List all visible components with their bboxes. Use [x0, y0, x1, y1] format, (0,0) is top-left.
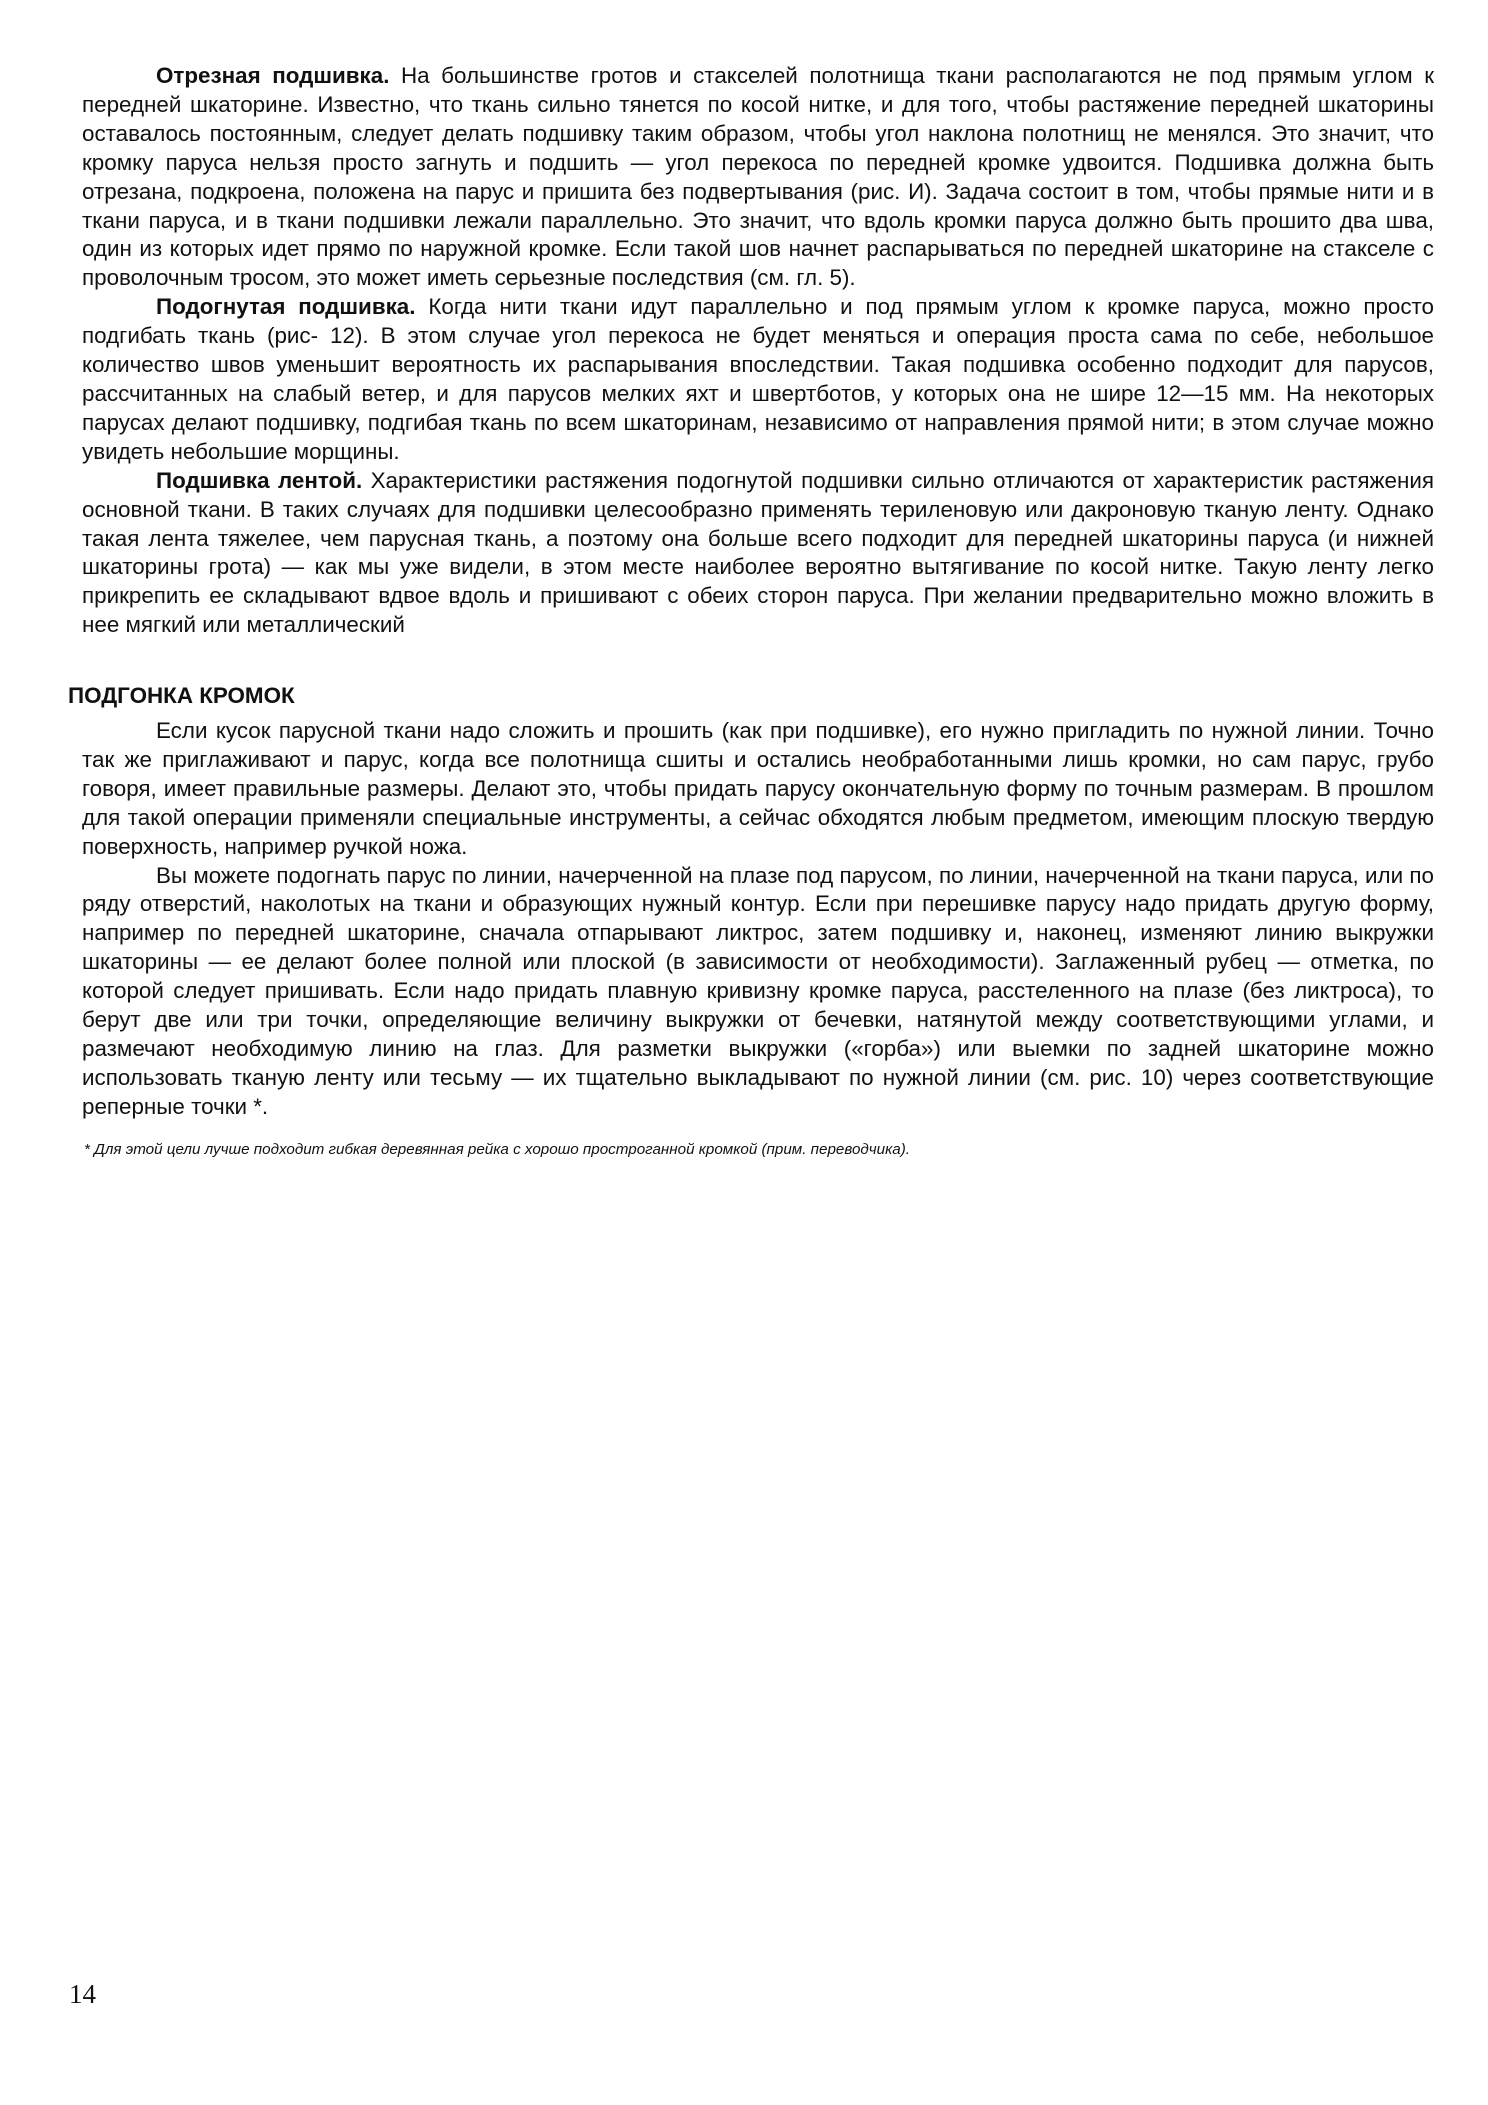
section-heading: ПОДГОНКА КРОМОК — [68, 683, 295, 709]
paragraph-title: Отрезная подшивка. — [156, 63, 390, 88]
page-number: 14 — [69, 1979, 96, 2009]
paragraph-edge-fitting: Если кусок парусной ткани надо сложить и прошить (как при подшивке), его нужно пригладить по нужной линии. Точно так же приглаживают и парус, когда все полотнища сшиты и остались необработанными лишь кромки, но сам парус, грубо говоря, имеет правильные размеры. Делают это, чтобы придать парусу окончательную форму по точным размерам. В прошлом для такой операции применяли специальные инструменты, а сейчас обходятся любым предметом, имеющим плоскую твердую поверхность, например ручкой ножа. — [82, 718, 1434, 859]
paragraph-text: Когда нити ткани идут параллельно и под прямым углом к кромке паруса, можно просто подгибать ткань (рис- 12). В этом случае угол перекоса не будет меняться и операция проста сама по себе, небольшое количество швов уменьшит вероятность их распарывания впоследствии. Такая подшивка особенно подходит для парусов, рассчитанных на слабый ветер, и для парусов мелких яхт и швертботов, у которых она не шире 12—15 мм. На некоторых парусах делают подшивку, подгибая ткань по всем шкаторинам, независимо от направления прямой нити; в этом случае можно увидеть небольшие морщины. — [82, 294, 1434, 464]
page-content — [68, 62, 1435, 1160]
paragraph-title: Подшивка лентой. — [156, 467, 363, 493]
paragraph-text: На большинстве гротов и стакселей полотнища ткани располагаются не под прямым углом к передней шкаторине. Известно, что ткань сильно тянется по косой нитке, и для того, чтобы растяжение передней шкаторины оставалось постоянным, следует делать подшивку таким образом, чтобы угол наклона полотнищ не менялся. Это значит, что кромку паруса нельзя просто загнуть и подшить — угол перекоса по передней кромке удвоится. Подшивка должна быть отрезана, подкроена, положена на парус и пришита без подвертывания (рис. И). Задача состоит в том, чтобы прямые нити и в ткани паруса, и в ткани подшивки лежали параллельно. Это значит, что вдоль кромки паруса должно быть прошито два шва, один из которых идет прямо по наружной кромке. Если такой шов начнет распарываться по передней шкаторине на стакселе с проволочным тросом, это может иметь серьезные последствия (см. гл. 5). — [82, 63, 1435, 291]
footnote: * Для этой цели лучше подходит гибкая деревянная рейка с хорошо простроганной кромкой (прим. переводчика). — [84, 1140, 910, 1158]
paragraph-edge-fitting-method: Вы можете подогнать парус по линии, начерченной на плазе под парусом, по линии, начерченной на ткани паруса, или по ряду отверстий, наколотых на ткани и образующих нужный контур. Если при перешивке парусу надо придать другую форму, например по передней шкаторине, сначала отпарывают ликтрос, затем подшивку и, наконец, изменяют линию выкружки шкаторины — ее делают более полной или плоской (в зависимости от необходимости). Заглаженный рубец — отметка, по которой следует пришивать. Если надо придать плавную кривизну кромке паруса, расстеленного на плазе (без ликтроса), то берут две или три точки, определяющие величину выкружки от бечевки, натянутой между соответствующими углами, и размечают необходимую линию на глаз. Для разметки выкружки («горба») или выемки по задней шкаторине можно использовать тканую ленту или тесьму — их тщательно выкладывают по нужной линии (см. рис. 10) через соответствующие реперные точки *. — [82, 862, 1434, 1119]
paragraph-tape-hem — [82, 467, 1434, 640]
paragraph-folded-hem — [82, 293, 1434, 466]
paragraph-title: Подогнутая подшивка. — [156, 294, 416, 320]
paragraph-cut-hem — [82, 62, 1434, 293]
paragraph-text: Характеристики растяжения подогнутой подшивки сильно отличаются от характеристик растяжения основной ткани. В таких случаях для подшивки целесообразно применять териленовую или дакроновую тканую ленту. Однако такая лента тяжелее, чем парусная ткань, а поэтому она больше всего подходит для передней шкаторины паруса (и нижней шкаторины грота) — как мы уже видели, в этом месте наиболее вероятно вытягивание по косой нитке. Такую ленту легко прикрепить ее складывают вдвое вдоль и пришивают с обеих сторон паруса. При желании предварительно можно вложить в нее мягкий или металлический — [82, 467, 1434, 638]
